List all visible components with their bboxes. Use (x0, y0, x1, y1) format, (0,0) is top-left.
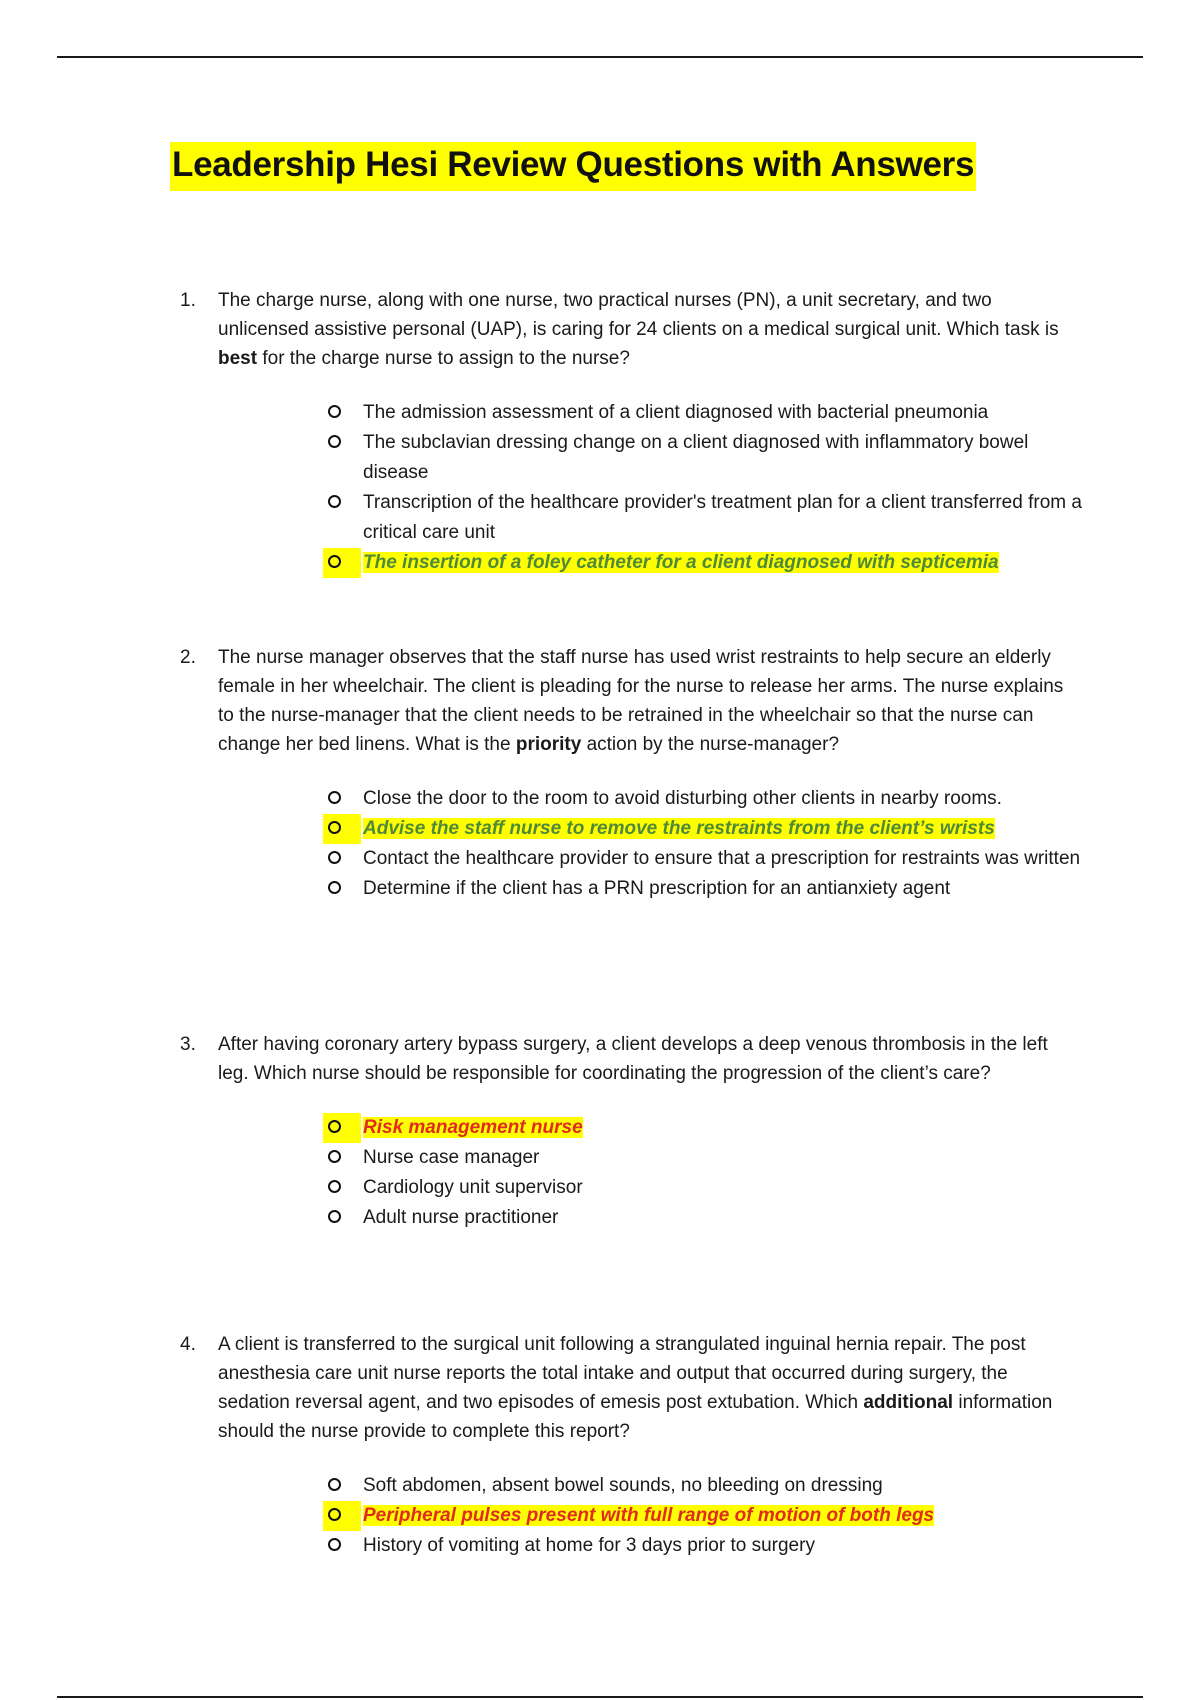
option: Cardiology unit supervisor (180, 1173, 1093, 1203)
option: Soft abdomen, absent bowel sounds, no bleeding on dressing (180, 1471, 1093, 1501)
question-1-stem: 1. The charge nurse, along with one nurse, two practical nurses (PN), a unit secretary, and two unlicensed assistive personal (UAP), is caring for 24 clients on a medical surgical unit. Which task is best for the charge nurse to assign to the nurse? (180, 286, 1080, 373)
question-3 (180, 1030, 1080, 1233)
question-4-stem: 4. A client is transferred to the surgical unit following a strangulated inguinal hernia repair. The post anesthesia care unit nurse reports the total intake and output that occurred during surgery, the sedation reversal agent, and two episodes of emesis post extubation. Which additional information should the nurse provide to complete this report? (180, 1330, 1080, 1446)
question-2 (180, 643, 1080, 904)
option: Transcription of the healthcare provider's treatment plan for a client transferred from a critical care unit (180, 488, 1093, 548)
highlighted-answer-option: Advise the staff nurse to remove the restraints from the client’s wrists (180, 814, 1093, 844)
option: Nurse case manager (180, 1143, 1093, 1173)
circle-bullet-icon (328, 1538, 341, 1551)
option: The subclavian dressing change on a client diagnosed with inflammatory bowel disease (180, 428, 1093, 488)
question-3-options (180, 1113, 1080, 1233)
option: Close the door to the room to avoid disturbing other clients in nearby rooms. (180, 784, 1093, 814)
question-2-stem: 2. The nurse manager observes that the staff nurse has used wrist restraints to help secure an elderly female in her wheelchair. The client is pleading for the nurse to release her arms. The nurse explains to the nurse-manager that the client needs to be retrained in the wheelchair so that the nurse can change her bed linens. What is the priority action by the nurse-manager? (180, 643, 1080, 759)
circle-bullet-icon (328, 555, 341, 568)
option: The admission assessment of a client diagnosed with bacterial pneumonia (180, 398, 1093, 428)
question-3-number: 3. (180, 1034, 196, 1055)
circle-bullet-icon (328, 1180, 341, 1193)
option: Adult nurse practitioner (180, 1203, 1093, 1233)
option: Determine if the client has a PRN prescription for an antianxiety agent (180, 874, 1093, 904)
option: History of vomiting at home for 3 days prior to surgery (180, 1531, 1093, 1561)
bottom-rule (57, 1696, 1143, 1698)
question-4-number: 4. (180, 1334, 196, 1355)
option: Contact the healthcare provider to ensure that a prescription for restraints was written (180, 844, 1093, 874)
circle-bullet-icon (328, 1478, 341, 1491)
highlighted-answer-option: Risk management nurse (180, 1113, 1093, 1143)
question-1 (180, 286, 1080, 578)
circle-bullet-icon (328, 791, 341, 804)
question-1-options (180, 398, 1080, 578)
question-4-options (180, 1471, 1080, 1561)
question-1-number: 1. (180, 290, 196, 311)
highlighted-answer-option: Peripheral pulses present with full range of motion of both legs (180, 1501, 1093, 1531)
top-rule (57, 56, 1143, 58)
question-3-stem: 3. After having coronary artery bypass surgery, a client develops a deep venous thrombosis in the left leg. Which nurse should be responsible for coordinating the progression of the client’s care? (180, 1030, 1080, 1088)
question-4 (180, 1330, 1080, 1561)
circle-bullet-icon (328, 495, 341, 508)
highlighted-answer-option: The insertion of a foley catheter for a client diagnosed with septicemia (180, 548, 1093, 578)
circle-bullet-icon (328, 1150, 341, 1163)
document-title: Leadership Hesi Review Questions with Answers (170, 142, 976, 191)
circle-bullet-icon (328, 1120, 341, 1133)
circle-bullet-icon (328, 851, 341, 864)
circle-bullet-icon (328, 405, 341, 418)
circle-bullet-icon (328, 1508, 341, 1521)
circle-bullet-icon (328, 881, 341, 894)
question-2-options (180, 784, 1080, 904)
question-2-number: 2. (180, 647, 196, 668)
circle-bullet-icon (328, 821, 341, 834)
circle-bullet-icon (328, 435, 341, 448)
circle-bullet-icon (328, 1210, 341, 1223)
